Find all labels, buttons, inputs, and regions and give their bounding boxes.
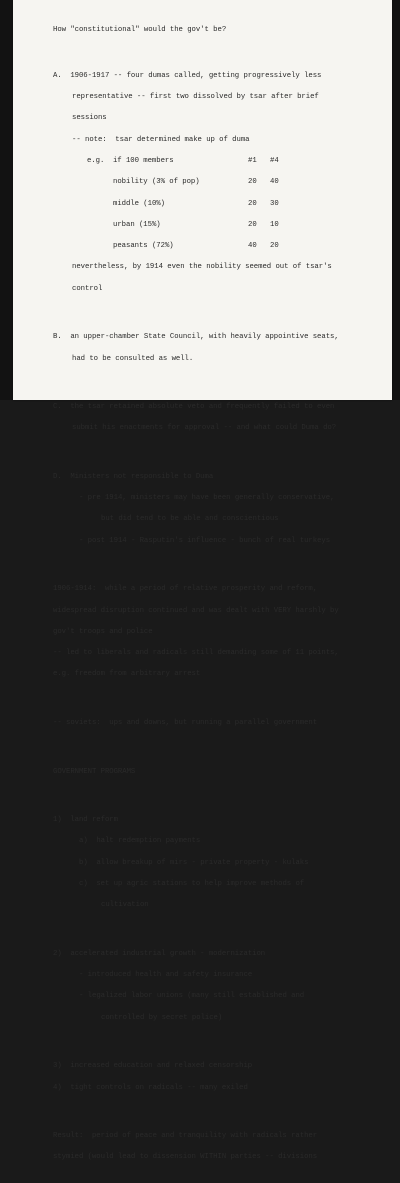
duma-row-label: peasants (72%)	[113, 242, 174, 251]
duma-table-row	[53, 201, 384, 208]
program-subitem: - introduced health and safety insurance	[79, 971, 253, 980]
period-paragraph-line: e.g. freedom from arbitrary arrest	[53, 670, 201, 679]
duma-row-value: 20	[248, 178, 257, 187]
duma-row-label: nobility (3% of pop)	[113, 178, 200, 187]
section-d-line: D. Ministers not responsible to Duma	[53, 472, 214, 481]
duma-table-caption: e.g. if 100 members	[87, 156, 174, 165]
duma-row-value: 20	[248, 220, 257, 229]
duma-row-value: 30	[270, 199, 279, 208]
duma-row-value: 20	[248, 199, 257, 208]
duma-row-label: middle (10%)	[113, 199, 165, 208]
duma-col-1-header: #1	[248, 156, 257, 165]
typed-notes	[53, 6, 384, 1183]
heading-question: How "constitutional" would the gov't be?	[53, 26, 227, 35]
duma-row-value: 40	[270, 178, 279, 187]
period-paragraph-line: gov't troops and police	[53, 627, 153, 636]
program-subitem: c) set up agric stations to help improve methods of	[79, 879, 305, 888]
period-paragraph-line: 1906-1914: while a period of relative prosperity and reform,	[53, 585, 318, 594]
section-d-line: but did tend to be able and conscientious	[101, 515, 279, 524]
section-b-line: had to be consulted as well.	[72, 354, 194, 363]
program-subitem: b) allow breakup of mirs - private property - kulaks	[79, 858, 309, 867]
duma-col-4-header: #4	[270, 156, 279, 165]
duma-table-header	[53, 158, 384, 165]
section-a-line: nevertheless, by 1914 even the nobility seemed out of tsar's	[72, 263, 332, 272]
program-item: 3) increased education and relaxed censorship	[53, 1062, 253, 1071]
duma-table-row	[53, 243, 384, 250]
section-d-line: - pre 1914, ministers may have been generally conservative,	[79, 494, 335, 503]
program-subitem: a) halt redemption payments	[79, 837, 201, 846]
section-d-line: - post 1914 - Rasputin's influence - bunch of real turkeys	[79, 536, 331, 545]
section-c-line: C. the tsar retained absolute veto and frequently failed to even	[53, 403, 335, 412]
program-item: 2) accelerated industrial growth - modernization	[53, 949, 266, 958]
duma-row-label: urban (15%)	[113, 220, 161, 229]
section-a-line: sessions	[72, 114, 107, 123]
program-item: 4) tight controls on radicals -- many exiled	[53, 1083, 248, 1092]
section-b-line: B. an upper-chamber State Council, with heavily appointive seats,	[53, 333, 339, 342]
duma-table-row	[53, 222, 384, 229]
document-page	[13, 0, 392, 1162]
soviets-line: -- soviets: ups and downs, but running a parallel government	[53, 719, 318, 727]
period-paragraph-line: widespread disruption continued and was dealt with VERY harshly by	[53, 606, 339, 615]
duma-row-value: 10	[270, 220, 279, 229]
result-line: stymied (would lead to dissension WITHIN parties -- divisions	[53, 1153, 318, 1162]
period-paragraph-line: -- led to liberals and radicals still demanding some of 11 points,	[53, 649, 339, 658]
section-a-note: -- note: tsar determined make up of duma	[72, 135, 250, 144]
section-heading: GOVERNMENT PROGRAMS	[53, 767, 136, 776]
section-a-line: control	[72, 284, 103, 293]
duma-table-row	[53, 179, 384, 186]
program-item: 1) land reform	[53, 816, 118, 825]
section-a-line: A. 1906-1917 -- four dumas called, getting progressively less	[53, 71, 322, 80]
program-subitem: - legalized labor unions (many still established and	[79, 992, 305, 1001]
section-c-line: submit his enactments for approval -- and what could Duma do?	[72, 424, 337, 433]
section-a-line: representative -- first two dissolved by tsar after brief	[72, 93, 319, 102]
program-subitem: controlled by secret police)	[101, 1013, 223, 1022]
duma-row-value: 40	[248, 242, 257, 251]
duma-row-value: 20	[270, 242, 279, 251]
program-subitem: cultivation	[101, 901, 149, 910]
result-line: Result: period of peace and tranquility with radicals rather	[53, 1132, 318, 1141]
